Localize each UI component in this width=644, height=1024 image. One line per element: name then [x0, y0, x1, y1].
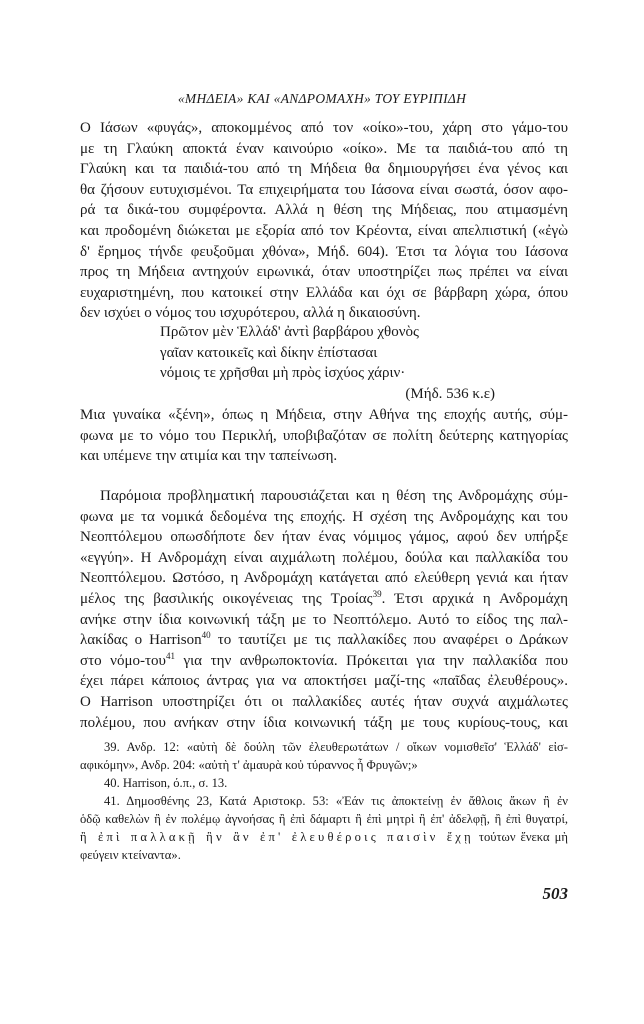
text-line: φωνα με το νόμο του Περικλή, υποβιβαζόταν σε πολίτη δεύτερης κατηγορίας	[80, 427, 568, 444]
footnote-40: 40. Harrison, ό.π., σ. 13.	[104, 776, 228, 790]
text-line	[80, 589, 568, 610]
text-segment: στο νόμο-του	[80, 652, 166, 669]
text-line: και υπέμενε την ατιμία και την ταπείνωση.	[80, 448, 338, 465]
text-line: προς τη Μήδεια αντηχούν ειρωνικά, όταν υποστηρίζει πως πρέπει να είναι	[80, 264, 568, 281]
paragraph-foreign-woman	[80, 405, 568, 467]
greek-verse-quote	[160, 322, 495, 404]
paragraph-andromache	[80, 486, 568, 733]
text-line: και προδομένη διώκεται με εξορία από τον Κρέοντα, είναι απελπιστική («ἐγὼ	[80, 222, 568, 239]
text-line: θα ζήσουν ευτυχισμένοι. Τα επιχειρήματα του Ιάσονα είναι σωστά, όσον αφο-	[80, 181, 568, 198]
text-line: έχει πάρει κάποιος άντρας για να αποκτήσει μαζί-της «παῖδας ἐλευθέρους».	[80, 673, 568, 690]
footnote-39-line: 39. Ανδρ. 12: «αὐτὴ δὲ δούλη τῶν ἐλευθερωτάτων / οἴκων νομισθεῖσ' Ἑλλάδ' εἰσ-	[104, 740, 568, 754]
page-number: 503	[542, 884, 568, 903]
text-line: φωνα με τα νομικά δεδομένα της εποχής. Η σχέση της Ανδρομάχης και του	[80, 508, 568, 525]
running-head: «ΜΗΔΕΙΑ» ΚΑΙ «ΑΝΔΡΟΜΑΧΗ» ΤΟΥ ΕΥΡΙΠΙΔΗ	[177, 91, 467, 106]
text-segment: για την ανθρωποκτονία. Πρόκειται για την παλλακίδα που	[174, 652, 569, 669]
text-line: πολέμου, που ανήκαν στην ίδια κοινωνική τάξη με τους κυρίους-τους, και	[80, 714, 568, 731]
footnote-ref-39[interactable]: 39	[372, 588, 382, 599]
text-line: Ο Harrison υποστηρίζει ότι οι παλλακίδες αυτές ήταν συχνά αιχμάλωτες	[80, 693, 568, 710]
text-line: Νεοπτόλεμου. Ωστόσο, η Ανδρομάχη κατάγεται από ελεύθερη γενιά και ήταν	[80, 570, 568, 587]
verse-line: Πρῶτον μὲν Ἑλλάδ' ἀντὶ βαρβάρου χθονὸς	[160, 324, 419, 340]
verse-line: γαῖαν κατοικεῖς καὶ δίκην ἐπίστασαι	[160, 344, 378, 361]
text-segment: . Έτσι αρχικά η Ανδρομάχη	[381, 590, 569, 607]
footnote-41-line: ὁδῷ καθελὼν ἢ ἐν πολέμῳ ἀγνοήσας ἢ ἐπὶ δάμαρτι ἢ ἐπὶ μητρὶ ἢ ἐπ' ἀδελφῇ, ἢ ἐπὶ θυγατρί,	[80, 812, 568, 826]
text-line: ανήκε στην ίδια κοινωνική τάξη με το Νεοπτόλεμο. Αυτό το είδος της παλ-	[80, 611, 568, 628]
text-segment: το ταυτίζει με τις παλλακίδες που αναφέρει ο Δράκων	[210, 632, 569, 649]
paragraph-jason	[80, 118, 568, 324]
footnote-ref-40[interactable]: 40	[201, 630, 211, 641]
footnote-41-line: φεύγειν κτείναντα».	[80, 848, 181, 862]
text-segment: μέλος της βασιλικής οικογένειας της Τροίας	[80, 590, 373, 607]
text-line: με τη Γλαύκη αποκτά έναν καινούριο «οίκο». Με τα παιδιά-του από τη	[80, 140, 568, 157]
footnote-41-line: 41. Δημοσθένης 23, Κατά Αριστοκρ. 53: «Ἐάν τις ἀποκτείνῃ ἐν ἄθλοις ἄκων ἢ ἐν	[104, 794, 568, 808]
text-line: δ' ἔρημος τήνδε φευξοῦμαι χθόνα», Μήδ. 604). Έτσι τα λόγια του Ιάσονα	[80, 243, 568, 260]
text-line	[80, 630, 568, 651]
text-line: δεν ισχύει ο νόμος του ισχυρότερου, αλλά η δικαιοσύνη.	[80, 305, 421, 322]
text-segment: λακίδας ο Harrison	[80, 632, 202, 649]
text-line: ρά τα δικά-του συμφέροντα. Αλλά η θέση της Μήδειας, που ατιμασμένη	[80, 202, 568, 219]
spaced-greek-text: ἢ ἐπὶ παλλακῇ ἣν ἂν ἐπ' ἐλευθέροις παισὶν ἔχῃ	[80, 830, 474, 844]
verse-citation: (Μήδ. 536 κ.ε)	[405, 385, 495, 402]
text-line: Μια γυναίκα «ξένη», όπως η Μήδεια, στην Αθήνα της εποχής αυτής, σύμ-	[80, 407, 568, 423]
text-line: ευχαριστημένη, που κατοικεί στην Ελλάδα και όχι σε βάρβαρη χώρα, όπου	[80, 284, 568, 301]
text-line: Γλαύκη και τα παιδιά-του από τη Μήδεια θα δημιουργήσει ένα γένος και	[80, 161, 568, 178]
footnotes	[80, 738, 568, 864]
text-line: «εγγύη». Η Ανδρομάχη είναι αιχμάλωτη πολέμου, δούλα και παλλακίδα του	[80, 549, 568, 566]
text-line: Παρόμοια προβληματική παρουσιάζεται και η θέση της Ανδρομάχης σύμ-	[100, 488, 568, 504]
text-line: Ο Ιάσων «φυγάς», αποκομμένος από τον «οίκο»-του, χάρη στο γάμο-του	[80, 120, 568, 136]
footnote-ref-41[interactable]: 41	[165, 650, 175, 661]
text-line: Νεοπτόλεμου οπωσδήποτε δεν ήταν ένας νόμιμος γάμος, αφού δεν υπήρξε	[80, 529, 568, 546]
text-line	[80, 651, 568, 672]
footnote-39-line: αφικόμην», Ανδρ. 204: «αὐτὴ τ' ἀμαυρὰ κοὐ τύραννος ἦ Φρυγῶν;»	[80, 758, 418, 772]
footnote-41-line	[80, 828, 568, 846]
text-segment: τούτων ἕνεκα μὴ	[473, 830, 569, 844]
verse-line: νόμοις τε χρῆσθαι μὴ πρὸς ἰσχύος χάριν·	[160, 365, 406, 382]
